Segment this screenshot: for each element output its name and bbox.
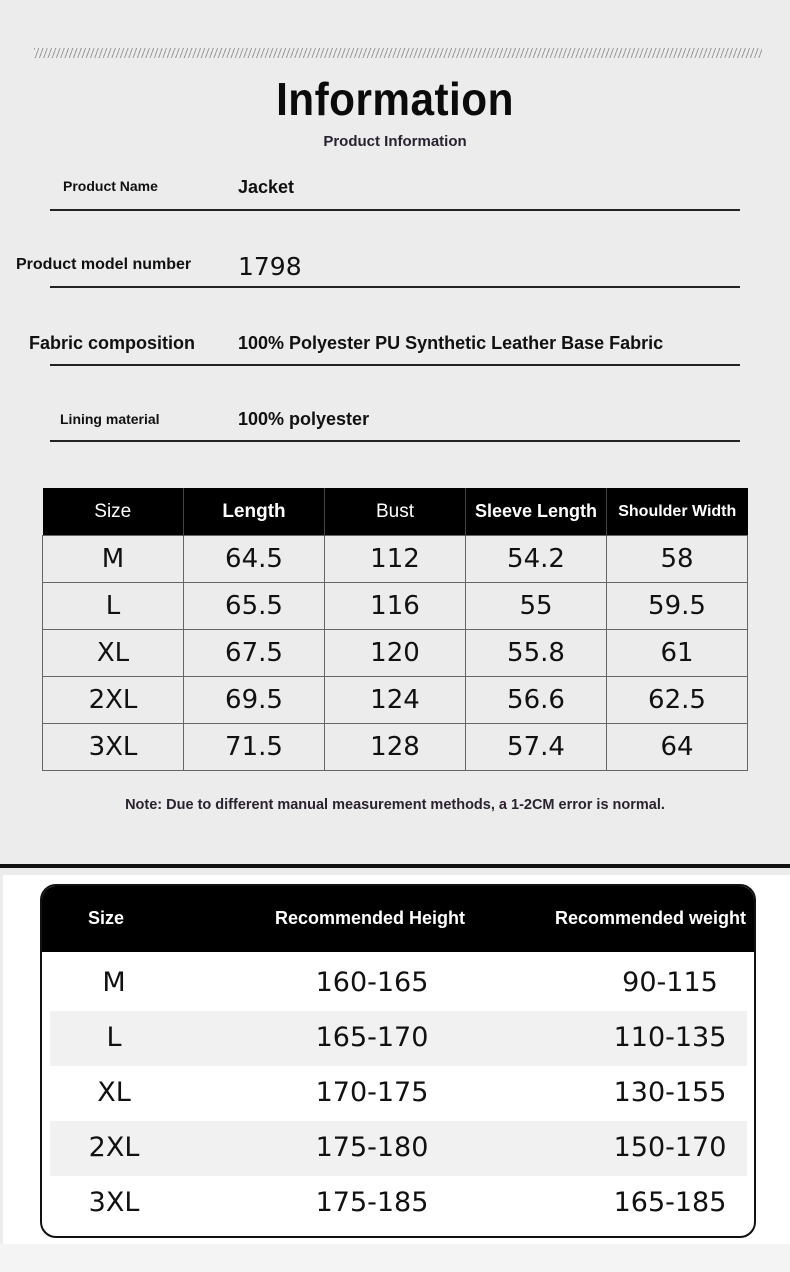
cell-size: L bbox=[43, 583, 184, 630]
info-label: Product model number bbox=[16, 256, 192, 273]
rec-cell-weight: 130-155 bbox=[613, 1077, 727, 1108]
rec-header-height: Recommended Height bbox=[275, 908, 466, 928]
cell-sleeve: 55 bbox=[466, 583, 607, 630]
hatch-divider bbox=[34, 48, 762, 58]
size-chart-table bbox=[42, 488, 748, 771]
cell-size: M bbox=[43, 536, 184, 583]
cell-shoulder: 62.5 bbox=[607, 677, 748, 724]
rec-cell-height: 175-185 bbox=[315, 1187, 429, 1218]
info-value: 1798 bbox=[238, 252, 302, 281]
col-header-size: Size bbox=[43, 488, 184, 536]
cell-bust: 120 bbox=[325, 630, 466, 677]
cell-size: XL bbox=[43, 630, 184, 677]
rec-cell-weight: 90-115 bbox=[622, 967, 718, 998]
rec-header-size: Size bbox=[88, 908, 125, 928]
rec-header-weight: Recommended weight bbox=[555, 908, 747, 928]
cell-length: 69.5 bbox=[184, 677, 325, 724]
table-row bbox=[43, 583, 748, 630]
page-subtitle: Product Information bbox=[323, 133, 467, 150]
rec-cell-height: 170-175 bbox=[315, 1077, 429, 1108]
info-value: Jacket bbox=[238, 177, 295, 197]
info-underline bbox=[50, 364, 740, 366]
rec-cell-height: 165-170 bbox=[315, 1022, 429, 1053]
table-row bbox=[50, 1066, 747, 1121]
page-title: Information bbox=[276, 73, 514, 125]
info-value: 100% Polyester PU Synthetic Leather Base Fabric bbox=[238, 333, 664, 353]
cell-length: 64.5 bbox=[184, 536, 325, 583]
cell-bust: 128 bbox=[325, 724, 466, 771]
col-header-length: Length bbox=[184, 488, 325, 536]
rec-cell-size: 3XL bbox=[88, 1187, 140, 1218]
table-row bbox=[43, 536, 748, 583]
rec-cell-size: M bbox=[102, 967, 126, 998]
cell-shoulder: 61 bbox=[607, 630, 748, 677]
info-label: Product Name bbox=[63, 178, 158, 194]
info-underline bbox=[50, 286, 740, 288]
rec-cell-weight: 165-185 bbox=[613, 1187, 727, 1218]
measurement-note: Note: Due to different manual measurement methods, a 1-2CM error is normal. bbox=[125, 797, 665, 813]
cell-sleeve: 56.6 bbox=[466, 677, 607, 724]
cell-shoulder: 59.5 bbox=[607, 583, 748, 630]
rec-cell-weight: 110-135 bbox=[613, 1022, 727, 1053]
info-label: Lining material bbox=[60, 411, 160, 427]
info-underline bbox=[50, 209, 740, 211]
cell-shoulder: 58 bbox=[607, 536, 748, 583]
table-row bbox=[43, 630, 748, 677]
info-underline bbox=[50, 440, 740, 442]
rec-cell-height: 160-165 bbox=[315, 967, 429, 998]
table-header-row bbox=[43, 488, 748, 536]
section-divider bbox=[0, 864, 790, 868]
cell-sleeve: 55.8 bbox=[466, 630, 607, 677]
page-footer-pad bbox=[0, 1244, 790, 1272]
table-row bbox=[50, 1176, 747, 1231]
col-header-bust: Bust bbox=[325, 488, 466, 536]
recommend-header-row bbox=[42, 886, 754, 952]
info-value: 100% polyester bbox=[238, 409, 370, 429]
cell-bust: 124 bbox=[325, 677, 466, 724]
table-row bbox=[50, 1011, 747, 1066]
table-row bbox=[43, 677, 748, 724]
rec-cell-size: 2XL bbox=[88, 1132, 140, 1163]
rec-cell-weight: 150-170 bbox=[613, 1132, 727, 1163]
cell-bust: 112 bbox=[325, 536, 466, 583]
cell-length: 71.5 bbox=[184, 724, 325, 771]
table-row bbox=[43, 724, 748, 771]
cell-bust: 116 bbox=[325, 583, 466, 630]
recommend-table bbox=[40, 884, 756, 1238]
cell-size: 3XL bbox=[43, 724, 184, 771]
cell-size: 2XL bbox=[43, 677, 184, 724]
cell-length: 65.5 bbox=[184, 583, 325, 630]
table-row bbox=[50, 956, 747, 1011]
cell-length: 67.5 bbox=[184, 630, 325, 677]
rec-cell-size: XL bbox=[97, 1077, 131, 1108]
cell-sleeve: 57.4 bbox=[466, 724, 607, 771]
col-header-shoulder: Shoulder Width bbox=[607, 488, 748, 536]
rec-cell-height: 175-180 bbox=[315, 1132, 429, 1163]
cell-sleeve: 54.2 bbox=[466, 536, 607, 583]
rec-cell-size: L bbox=[106, 1022, 122, 1053]
col-header-sleeve: Sleeve Length bbox=[466, 488, 607, 536]
table-row bbox=[50, 1121, 747, 1176]
cell-shoulder: 64 bbox=[607, 724, 748, 771]
info-label: Fabric composition bbox=[29, 333, 196, 353]
